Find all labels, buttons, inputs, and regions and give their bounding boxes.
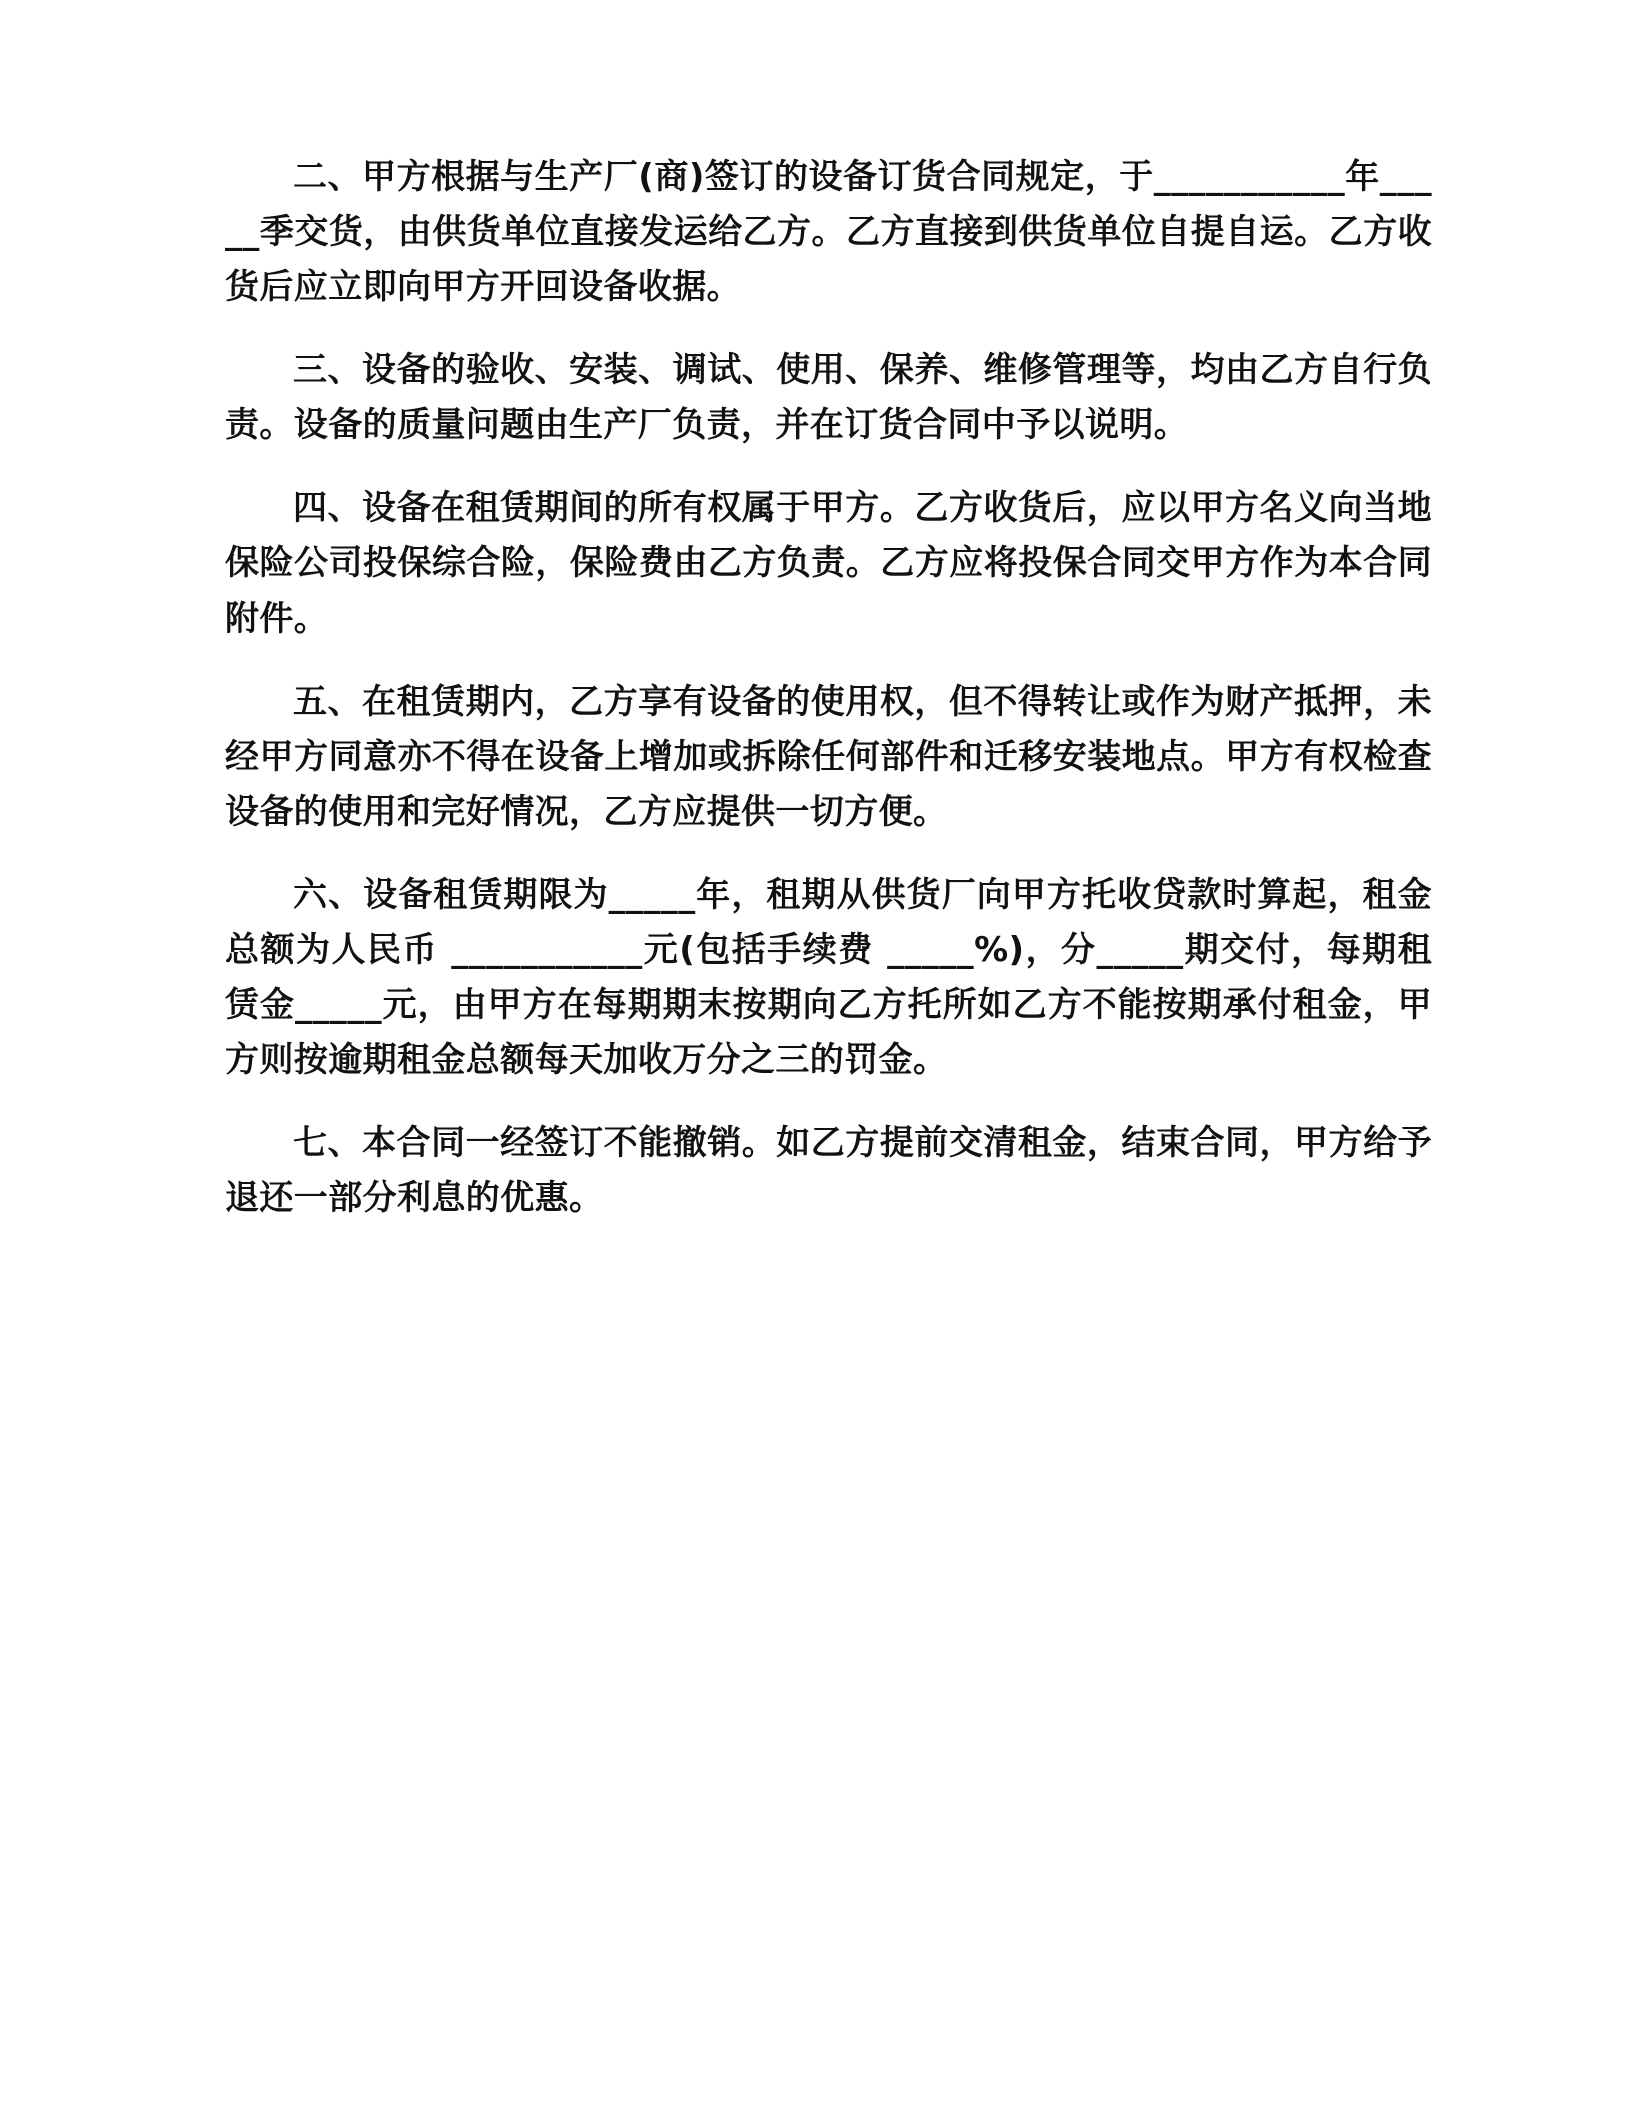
paragraph-6: 六、设备租赁期限为_____年，租期从供货厂向甲方托收贷款时算起，租金总额为人民币 ___________元(包括手续费 _____%)，分_____期交付，每期租赁金_____元，由甲方在每期期末按期向乙方托所如乙方不能按期承付租金，甲方则按逾期租金总额每天加收万分之三的罚金。 (225, 874, 1432, 1081)
paragraph-2: 二、甲方根据与生产厂(商)签订的设备订货合同规定，于___________年_____季交货，由供货单位直接发运给乙方。乙方直接到供货单位自提自运。乙方收货后应立即向甲方开回设备收据。 (225, 157, 1432, 308)
paragraph-3: 三、设备的验收、安装、调试、使用、保养、维修管理等，均由乙方自行负责。设备的质量问题由生产厂负责，并在订货合同中予以说明。 (225, 350, 1432, 446)
document-body (225, 150, 1432, 1226)
paragraph-5: 五、在租赁期内，乙方享有设备的使用权，但不得转让或作为财产抵押，未经甲方同意亦不得在设备上增加或拆除任何部件和迁移安装地点。甲方有权检查设备的使用和完好情况，乙方应提供一切方便。 (225, 681, 1432, 832)
paragraph-7: 七、本合同一经签订不能撤销。如乙方提前交清租金，结束合同，甲方给予退还一部分利息的优惠。 (225, 1123, 1432, 1219)
paragraph-4: 四、设备在租赁期间的所有权属于甲方。乙方收货后，应以甲方名义向当地保险公司投保综合险，保险费由乙方负责。乙方应将投保合同交甲方作为本合同附件。 (225, 488, 1432, 639)
